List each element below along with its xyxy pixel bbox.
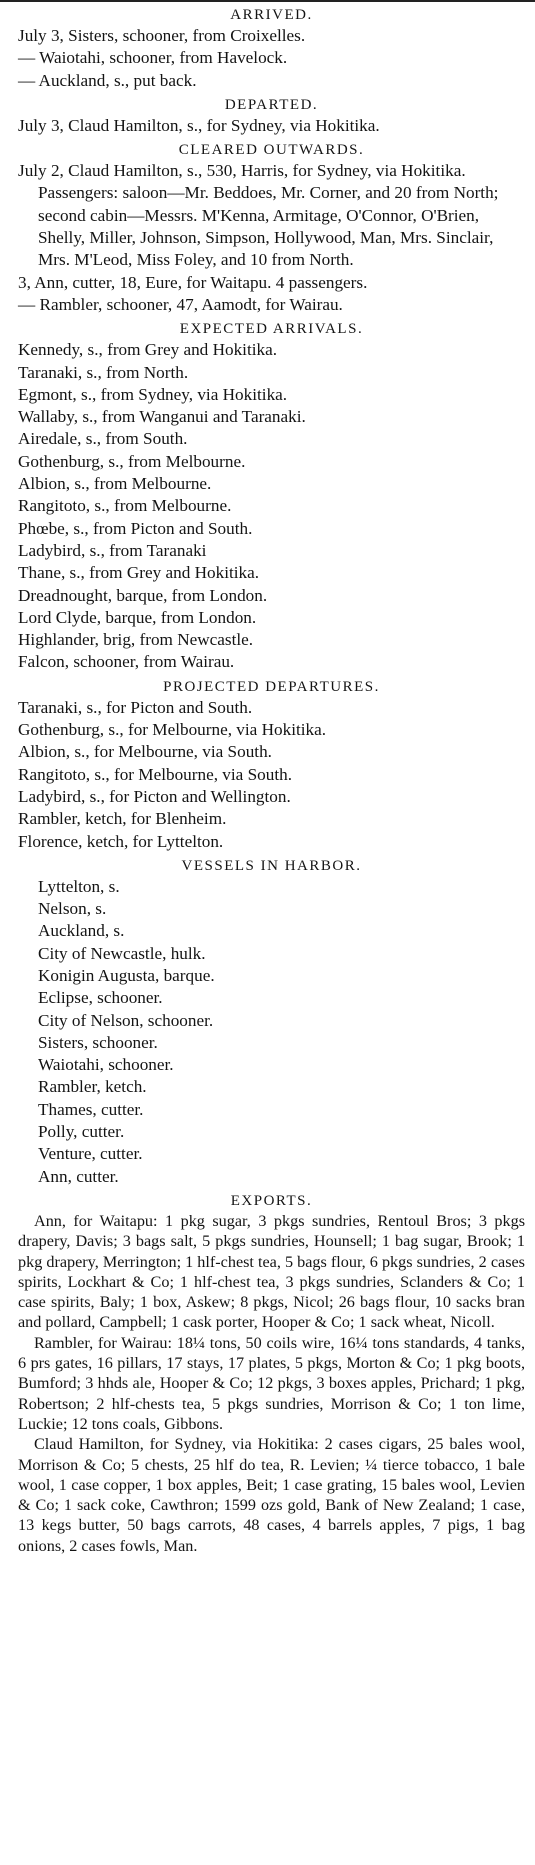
vessel-line: City of Nelson, schooner. [38, 1010, 214, 1030]
expected-arrival-line: Airedale, s., from South. [18, 429, 188, 449]
expected-arrival-line: Wallaby, s., from Wanganui and Taranaki. [18, 407, 306, 427]
expected-arrival-line: Albion, s., from Melbourne. [18, 474, 212, 494]
vessel-line: Sisters, schooner. [38, 1032, 158, 1052]
projected-departures-heading: PROJECTED DEPARTURES. [163, 678, 380, 695]
cleared-entry: July 2, Claud Hamilton, s., 530, Harris, for Sydney, via Hokitika. Passengers: saloon—Mr. Beddoes, Mr. Corner, and 20 from North; second cabin—Messrs. M'Kenna, Armitage, O'Connor, O'Brien, Shelly, Miller, Johnson, Simpson, Hollywood, Man, Mrs. Sinclair, Mrs. M'Leod, Miss Foley, and 10 from North. [18, 161, 499, 270]
projected-departure-line: Rambler, ketch, for Blenheim. [18, 809, 227, 829]
export-paragraph: Rambler, for Wairau: 18¼ tons, 50 coils wire, 16¼ tons standards, 4 tanks, 6 prs gates, 16 pillars, 17 stays, 17 plates, 5 pkgs, Morton & Co; 1 pkg boots, Bumford; 3 hhds ale, Hooper & Co; 12 pkgs, 3 boxes apples, Prichard; 1 pkg, Robertson; 2 hlf-chests tea, 5 pkgs sundries, Morrison & Co; 1 ton lime, Luckie; 12 tons coals, Gibbons. [18, 1333, 525, 1433]
vessel-line: City of Newcastle, hulk. [38, 943, 206, 963]
export-paragraph: Ann, for Waitapu: 1 pkg sugar, 3 pkgs sundries, Rentoul Bros; 3 pkgs drapery, Davis; 3 bags salt, 5 pkgs sundries, Hounsell; 1 bag sugar, Brook; 1 pkg drapery, Merrington; 1 hlf-chest tea, 5 bags flour, 6 pkgs sundries, 2 cases spirits, Lockhart & Co; 1 hlf-chest tea, 3 pkgs sundries, Sclanders & Co; 1 case spirits, Baly; 1 box, Askew; 8 pkgs, Nicol; 26 bags flour, 10 sacks bran and pollard, Campbell; 1 cask porter, Hooper & Co; 1 sack wheat, Nicoll. [18, 1211, 525, 1332]
vessel-line: Rambler, ketch. [38, 1077, 147, 1097]
top-rule [0, 0, 535, 2]
vessel-line: Eclipse, schooner. [38, 988, 163, 1008]
vessel-line: Konigin Augusta, barque. [38, 965, 215, 985]
vessel-line: Lyttelton, s. [38, 876, 120, 896]
expected-arrival-line: Taranaki, s., from North. [18, 362, 189, 382]
expected-arrival-line: Egmont, s., from Sydney, via Hokitika. [18, 384, 288, 404]
projected-departure-line: Florence, ketch, for Lyttelton. [18, 831, 224, 851]
export-paragraph: Claud Hamilton, for Sydney, via Hokitika: 2 cases cigars, 25 bales wool, Morrison & Co; 5 chests, 25 hlf do tea, R. Levien; ¼ tierce tobacco, 1 bale wool, 1 case copper, 1 box apples, Beit; 1 case grating, 15 bales wool, Levien & Co; 1 sack coke, Cawthron; 1599 ozs gold, Bank of New Zealand; 1 case, 13 kegs butter, 50 bags carrots, 48 cases, 4 barrels apples, 7 pigs, 1 bag onions, 2 cases fowls, Man. [18, 1435, 525, 1555]
arrived-line: — Waiotahi, schooner, from Havelock. [18, 48, 288, 68]
departed-section [18, 96, 525, 137]
cleared-entry: — Rambler, schooner, 47, Aamodt, for Wairau. [18, 294, 343, 314]
projected-departure-line: Albion, s., for Melbourne, via South. [18, 742, 272, 762]
expected-arrival-line: Ladybird, s., from Taranaki [18, 540, 207, 560]
projected-departure-line: Taranaki, s., for Picton and South. [18, 697, 253, 717]
exports-section [18, 1192, 525, 1556]
projected-departure-line: Rangitoto, s., for Melbourne, via South. [18, 764, 293, 784]
vessel-line: Thames, cutter. [38, 1099, 144, 1119]
arrived-heading: ARRIVED. [230, 7, 313, 23]
expected-arrival-line: Highlander, brig, from Newcastle. [18, 630, 254, 650]
cleared-entry: 3, Ann, cutter, 18, Eure, for Waitapu. 4 passengers. [18, 272, 368, 292]
expected-arrival-line: Lord Clyde, barque, from London. [18, 607, 257, 627]
expected-arrival-line: Phœbe, s., from Picton and South. [18, 518, 253, 538]
arrived-line: — Auckland, s., put back. [18, 70, 197, 90]
vessel-line: Ann, cutter. [38, 1166, 119, 1186]
exports-heading: EXPORTS. [230, 1192, 313, 1209]
vessel-line: Auckland, s. [38, 921, 125, 941]
departed-heading: DEPARTED. [224, 96, 319, 113]
arrived-section [18, 6, 525, 92]
vessel-line: Venture, cutter. [38, 1144, 143, 1164]
expected-arrivals-heading: EXPECTED ARRIVALS. [179, 321, 364, 338]
arrived-line: July 3, Sisters, schooner, from Croixelles. [18, 26, 306, 45]
vessel-line: Waiotahi, schooner. [38, 1055, 174, 1075]
departed-line: July 3, Claud Hamilton, s., for Sydney, via Hokitika. [18, 115, 380, 135]
expected-arrival-line: Gothenburg, s., from Melbourne. [18, 451, 246, 471]
vessels-in-harbor-heading: VESSELS IN HARBOR. [181, 857, 362, 874]
vessel-line: Polly, cutter. [38, 1122, 125, 1142]
projected-departure-line: Gothenburg, s., for Melbourne, via Hokitika. [18, 720, 327, 740]
expected-arrival-line: Thane, s., from Grey and Hokitika. [18, 563, 260, 583]
expected-arrivals-section [18, 320, 525, 673]
cleared-outwards-heading: CLEARED OUTWARDS. [178, 142, 365, 159]
vessel-line: Nelson, s. [38, 899, 107, 919]
projected-departures-section [18, 678, 525, 853]
projected-departure-line: Ladybird, s., for Picton and Wellington. [18, 786, 291, 806]
cleared-outwards-section [18, 141, 525, 316]
expected-arrival-line: Rangitoto, s., from Melbourne. [18, 496, 232, 516]
expected-arrival-line: Kennedy, s., from Grey and Hokitika. [18, 340, 278, 360]
vessels-in-harbor-section [18, 857, 525, 1188]
expected-arrival-line: Dreadnought, barque, from London. [18, 585, 268, 605]
expected-arrival-line: Falcon, schooner, from Wairau. [18, 652, 235, 672]
